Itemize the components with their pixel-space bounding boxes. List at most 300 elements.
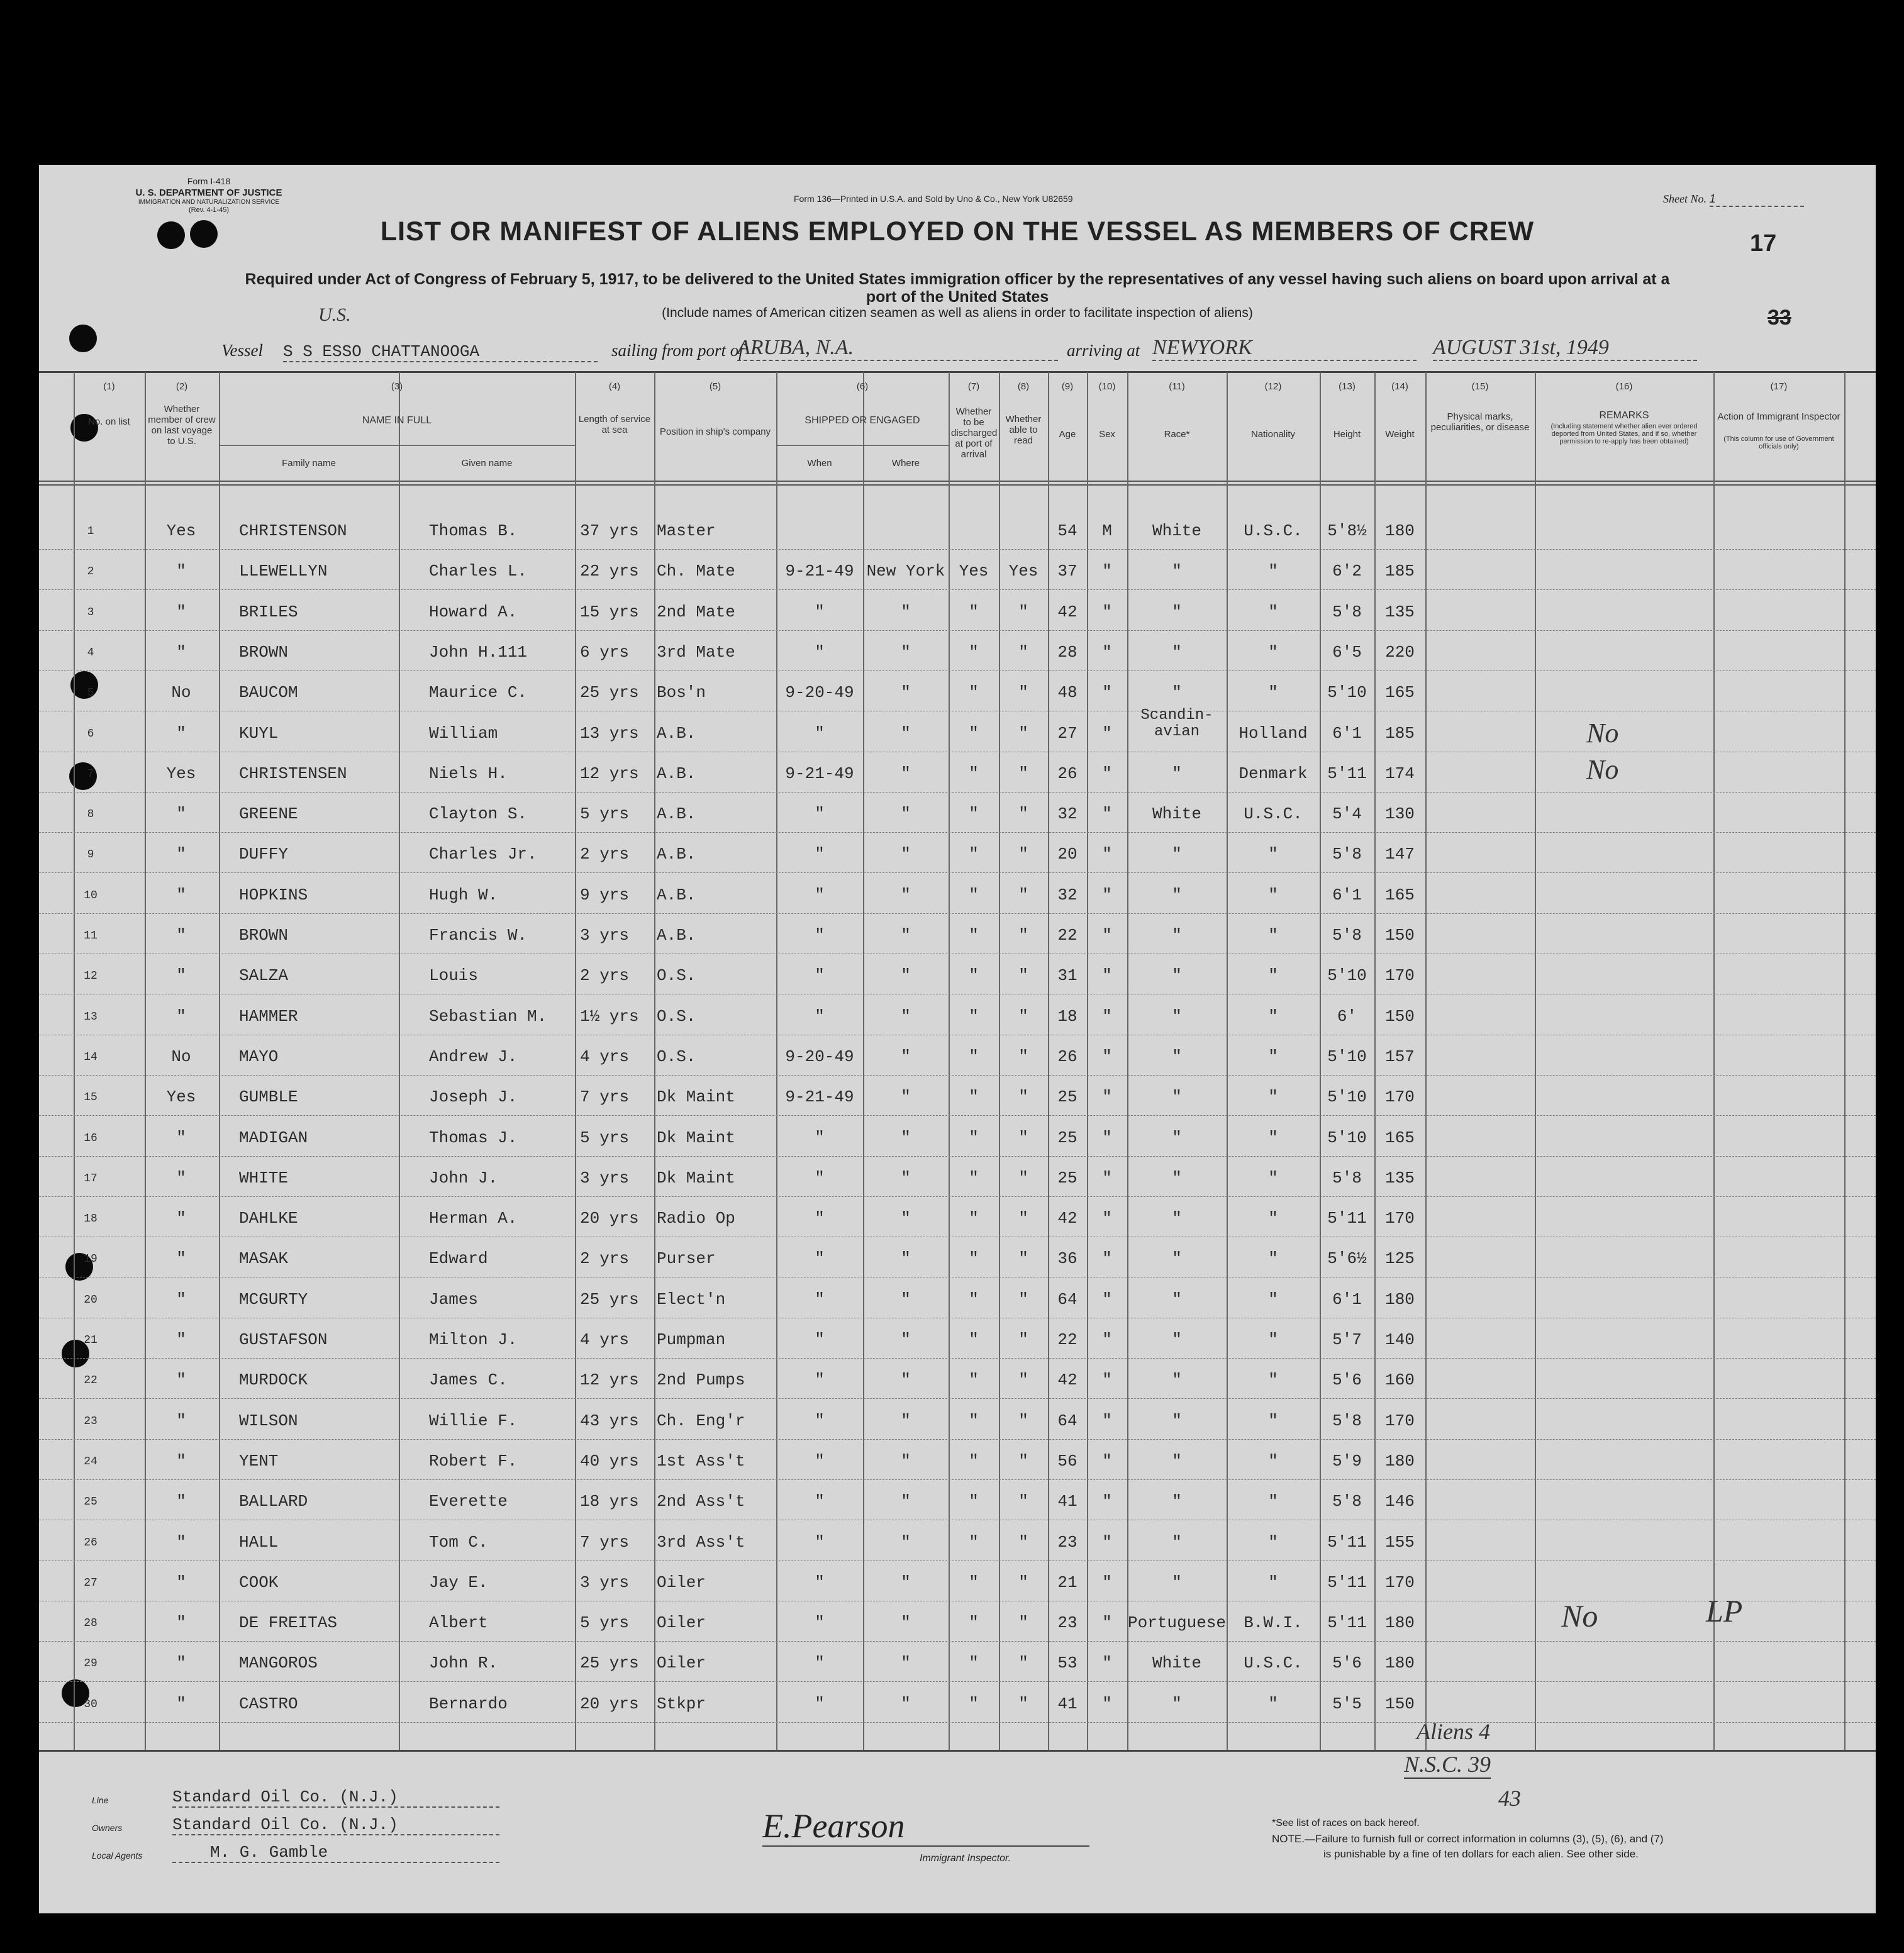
crew-last-voyage: " [176, 1654, 186, 1673]
crew-last-voyage: " [176, 1128, 186, 1147]
age: 32 [1057, 804, 1077, 824]
sex: " [1102, 1088, 1112, 1107]
given-name: Tom C. [429, 1532, 488, 1552]
age: 54 [1057, 521, 1077, 540]
to-be-discharged: " [969, 1654, 979, 1673]
height: 5'10 [1327, 966, 1367, 986]
race: " [1172, 764, 1182, 783]
sex: M [1102, 521, 1112, 540]
family-name: COOK [239, 1572, 279, 1592]
race: Portuguese [1127, 1613, 1227, 1633]
column-number: (2) [175, 381, 188, 392]
given-name: Clayton S. [429, 804, 528, 824]
race: " [1172, 1694, 1182, 1713]
able-to-read: " [1018, 1289, 1028, 1309]
crew-last-voyage: " [176, 1209, 186, 1228]
row-number: 18 [84, 1213, 97, 1226]
crew-last-voyage: " [176, 804, 186, 824]
height: 5'6 [1332, 1371, 1362, 1390]
column-label: Action of Immigrant Inspector [1717, 411, 1840, 422]
service-length: 2 yrs [580, 845, 630, 864]
sheet-number: 1 [1710, 192, 1804, 207]
row-number: 21 [84, 1334, 97, 1347]
weight: 185 [1385, 562, 1415, 581]
height: 5'8 [1332, 845, 1362, 864]
nationality: " [1268, 562, 1278, 581]
position: Ch. Eng'r [657, 1411, 745, 1430]
column-label: No. on list [88, 416, 130, 427]
shipped-when: " [815, 1128, 825, 1147]
column-number: (1) [103, 381, 115, 392]
race: " [1172, 602, 1182, 621]
shipped-where: " [901, 885, 911, 904]
position: A.B. [657, 804, 696, 824]
shipped-when: " [815, 1694, 825, 1713]
given-name: Francis W. [429, 926, 528, 945]
sex: " [1102, 1492, 1112, 1511]
able-to-read: " [1018, 1006, 1028, 1026]
owners-value: Standard Oil Co. (N.J.) [172, 1815, 499, 1835]
row-number: 24 [84, 1455, 97, 1468]
nationality: " [1268, 926, 1278, 945]
crew-last-voyage: " [176, 1289, 186, 1309]
row-number: 4 [87, 646, 94, 659]
nationality: " [1268, 1209, 1278, 1228]
service-length: 2 yrs [580, 1249, 630, 1269]
position: 1st Ass't [657, 1451, 745, 1471]
position: Elect'n [657, 1289, 726, 1309]
height: 5'8 [1332, 1411, 1362, 1430]
sex: " [1102, 1613, 1112, 1633]
nationality: " [1268, 642, 1278, 662]
note-line-1: NOTE.—Failure to furnish full or correct information in columns (3), (5), (6), and (7) [1272, 1833, 1664, 1845]
line-value: Standard Oil Co. (N.J.) [172, 1788, 499, 1808]
service-length: 18 yrs [580, 1492, 639, 1511]
column-label: Position in ship's company [659, 426, 771, 437]
crew-last-voyage: " [176, 723, 186, 743]
printer-line: Form 136—Printed in U.S.A. and Sold by Uno & Co., New York U82659 [794, 194, 1073, 204]
shipped-when: " [815, 1330, 825, 1349]
age: 28 [1057, 642, 1077, 662]
arriving-port: NEWYORK [1152, 336, 1417, 361]
nationality: " [1268, 1694, 1278, 1713]
family-name: MAYO [239, 1047, 279, 1066]
to-be-discharged: " [969, 764, 979, 783]
to-be-discharged: " [969, 1492, 979, 1511]
crew-last-voyage: " [176, 1451, 186, 1471]
to-be-discharged: " [969, 1088, 979, 1107]
given-name: William [429, 723, 498, 743]
shipped-when: " [815, 642, 825, 662]
family-name: CASTRO [239, 1694, 298, 1713]
given-name: John R. [429, 1654, 498, 1673]
weight: 146 [1385, 1492, 1415, 1511]
age: 26 [1057, 764, 1077, 783]
family-name: HAMMER [239, 1006, 298, 1026]
vessel-name: S S ESSO CHATTANOOGA [283, 342, 598, 362]
column-number: (4) [608, 381, 621, 392]
punch-hole [69, 325, 97, 352]
age: 23 [1057, 1532, 1077, 1552]
sex: " [1102, 1168, 1112, 1188]
given-name: Charles Jr. [429, 845, 537, 864]
shipped-where: " [901, 1047, 911, 1066]
shipped-where: " [901, 764, 911, 783]
sex: " [1102, 1289, 1112, 1309]
column-label: Physical marks, peculiarities, or disease [1430, 411, 1530, 433]
position: Bos'n [657, 683, 706, 703]
nationality: Holland [1239, 723, 1308, 743]
column-number: (7) [967, 381, 980, 392]
family-name: KUYL [239, 723, 279, 743]
crew-last-voyage: Yes [166, 521, 196, 540]
service-length: 37 yrs [580, 521, 639, 540]
remark-row-7: No [1586, 754, 1619, 785]
row-rule [39, 1722, 1876, 1723]
row-number: 15 [84, 1091, 97, 1104]
to-be-discharged: " [969, 1289, 979, 1309]
able-to-read: " [1018, 1532, 1028, 1552]
given-name: John J. [429, 1168, 498, 1188]
vessel-label: Vessel [221, 341, 263, 360]
able-to-read: " [1018, 966, 1028, 986]
height: 5'10 [1327, 1047, 1367, 1066]
able-to-read: " [1018, 1209, 1028, 1228]
row-number: 16 [84, 1132, 97, 1145]
column-label: NAME IN FULL [362, 415, 432, 426]
row-number: 7 [87, 767, 94, 781]
to-be-discharged: " [969, 926, 979, 945]
shipped-when: " [815, 845, 825, 864]
able-to-read: " [1018, 1451, 1028, 1471]
shipped-where: " [901, 1330, 911, 1349]
nationality: " [1268, 1249, 1278, 1269]
row-number: 19 [84, 1253, 97, 1266]
to-be-discharged: " [969, 845, 979, 864]
age: 21 [1057, 1572, 1077, 1592]
to-be-discharged: " [969, 966, 979, 986]
position: 2nd Mate [657, 602, 735, 621]
weight: 125 [1385, 1249, 1415, 1269]
nationality: " [1268, 1088, 1278, 1107]
given-name: Bernardo [429, 1694, 508, 1713]
shipped-when: " [815, 1532, 825, 1552]
sex: " [1102, 1371, 1112, 1390]
to-be-discharged: Yes [959, 562, 989, 581]
service-length: 5 yrs [580, 804, 630, 824]
service-length: 13 yrs [580, 723, 639, 743]
able-to-read: " [1018, 845, 1028, 864]
row-number: 22 [84, 1374, 97, 1388]
crew-last-voyage: " [176, 1006, 186, 1026]
weight: 135 [1385, 602, 1415, 621]
row-rule [39, 792, 1876, 793]
family-name: HALL [239, 1532, 279, 1552]
row-number: 11 [84, 930, 97, 942]
to-be-discharged: " [969, 1411, 979, 1430]
nationality: " [1268, 1532, 1278, 1552]
able-to-read: " [1018, 804, 1028, 824]
position: O.S. [657, 1006, 696, 1026]
family-name: DAHLKE [239, 1209, 298, 1228]
weight: 180 [1385, 521, 1415, 540]
column-rule [575, 372, 576, 1750]
race: White [1152, 1654, 1201, 1673]
weight: 130 [1385, 804, 1415, 824]
shipped-when: 9-20-49 [785, 683, 854, 703]
to-be-discharged: " [969, 1572, 979, 1592]
crew-last-voyage: " [176, 845, 186, 864]
service-length: 7 yrs [580, 1532, 630, 1552]
weight: 170 [1385, 1088, 1415, 1107]
row-number: 5 [87, 687, 94, 700]
given-name: Thomas B. [429, 521, 518, 540]
service-length: 2 yrs [580, 966, 630, 986]
row-rule [39, 1398, 1876, 1399]
age: 37 [1057, 562, 1077, 581]
age: 48 [1057, 683, 1077, 703]
family-name: MCGURTY [239, 1289, 308, 1309]
row-number: 3 [87, 606, 94, 619]
row-number: 27 [84, 1576, 97, 1589]
column-label: SHIPPED OR ENGAGED [804, 415, 920, 426]
sex: " [1102, 1451, 1112, 1471]
name-subheader-rule [219, 445, 575, 446]
shipped-when: 9-21-49 [785, 1088, 854, 1107]
position: 2nd Ass't [657, 1492, 745, 1511]
age: 36 [1057, 1249, 1077, 1269]
remark-row-6: No [1586, 718, 1619, 748]
to-be-discharged: " [969, 1532, 979, 1552]
age: 42 [1057, 602, 1077, 621]
service-length: 12 yrs [580, 764, 639, 783]
crew-last-voyage: " [176, 1168, 186, 1188]
to-be-discharged: " [969, 1006, 979, 1026]
race: " [1172, 966, 1182, 986]
row-number: 20 [84, 1293, 97, 1306]
height: 5'10 [1327, 1128, 1367, 1147]
height: 6'5 [1332, 642, 1362, 662]
given-name: Thomas J. [429, 1128, 518, 1147]
row-rule [39, 1439, 1876, 1440]
height: 5'11 [1327, 1572, 1367, 1592]
shipped-subheader-rule [776, 445, 949, 446]
shipped-when: " [815, 1249, 825, 1269]
given-name: James [429, 1289, 479, 1309]
height: 6'1 [1332, 885, 1362, 904]
position: A.B. [657, 723, 696, 743]
column-number: (16) [1615, 381, 1633, 392]
column-rule [1844, 372, 1846, 1750]
when-subheader: When [807, 458, 832, 469]
race: " [1172, 1411, 1182, 1430]
nationality: " [1268, 1289, 1278, 1309]
nationality: " [1268, 966, 1278, 986]
sex: " [1102, 1330, 1112, 1349]
header-bottom-rule [39, 481, 1876, 482]
race: " [1172, 562, 1182, 581]
nationality: " [1268, 1168, 1278, 1188]
vessel-prefix: U.S. [318, 304, 351, 325]
crew-last-voyage: " [176, 562, 186, 581]
shipped-when: " [815, 1168, 825, 1188]
height: 5'10 [1327, 683, 1367, 703]
column-number: (12) [1264, 381, 1282, 392]
weight: 170 [1385, 966, 1415, 986]
requirement-line-1: Required under Act of Congress of February 5, 1917, to be delivered to the United States immigration officer by the representatives of any vessel having such aliens on board upon arrival at a [245, 270, 1670, 288]
row-rule [39, 913, 1876, 914]
column-rule [219, 372, 220, 1750]
inspector-signature: E.Pearson [762, 1806, 1089, 1847]
sailing-label: sailing from port of [611, 341, 743, 360]
weight: 157 [1385, 1047, 1415, 1066]
column-label: Whether member of crew on last voyage to U.S. [148, 404, 216, 447]
able-to-read: " [1018, 1168, 1028, 1188]
nationality: " [1268, 1492, 1278, 1511]
race: " [1172, 1572, 1182, 1592]
sex: " [1102, 1572, 1112, 1592]
given-name: Everette [429, 1492, 508, 1511]
service-length: 4 yrs [580, 1047, 630, 1066]
sex: " [1102, 723, 1112, 743]
column-label: REMARKS [1599, 410, 1649, 421]
given-name: Hugh W. [429, 885, 498, 904]
given-name: Charles L. [429, 562, 528, 581]
able-to-read: " [1018, 1411, 1028, 1430]
column-number: (11) [1169, 381, 1185, 392]
age: 27 [1057, 723, 1077, 743]
age: 22 [1057, 926, 1077, 945]
row-number: 30 [84, 1698, 97, 1711]
position: A.B. [657, 764, 696, 783]
position: Oiler [657, 1654, 706, 1673]
able-to-read: " [1018, 926, 1028, 945]
crew-last-voyage: " [176, 1613, 186, 1633]
given-name: Edward [429, 1249, 488, 1269]
race: " [1172, 1492, 1182, 1511]
column-rule [1425, 372, 1427, 1750]
service-length: 4 yrs [580, 1330, 630, 1349]
service-length: 7 yrs [580, 1088, 630, 1107]
sex: " [1102, 1532, 1112, 1552]
shipped-when: " [815, 885, 825, 904]
family-name: WILSON [239, 1411, 298, 1430]
age: 42 [1057, 1209, 1077, 1228]
family-name: BROWN [239, 926, 289, 945]
row-number: 12 [84, 970, 97, 983]
able-to-read: Yes [1008, 562, 1038, 581]
shipped-when: " [815, 1572, 825, 1592]
age: 20 [1057, 845, 1077, 864]
height: 5'5 [1332, 1694, 1362, 1713]
crew-last-voyage: " [176, 1492, 186, 1511]
row-rule [39, 630, 1876, 631]
agents-value: M. G. Gamble [172, 1843, 499, 1863]
shipped-when: " [815, 1613, 825, 1633]
weight: 140 [1385, 1330, 1415, 1349]
service-length: 12 yrs [580, 1371, 639, 1390]
race: " [1172, 1330, 1182, 1349]
given-name: Louis [429, 966, 479, 986]
crew-last-voyage: " [176, 1572, 186, 1592]
able-to-read: " [1018, 723, 1028, 743]
to-be-discharged: " [969, 804, 979, 824]
sex: " [1102, 1654, 1112, 1673]
family-name: MASAK [239, 1249, 289, 1269]
position: Dk Maint [657, 1168, 735, 1188]
able-to-read: " [1018, 1492, 1028, 1511]
table-top-rule [39, 371, 1876, 373]
given-name: Jay E. [429, 1572, 488, 1592]
requirement-line-3: (Include names of American citizen seamen as well as aliens in order to facilitate inspection of aliens) [662, 306, 1253, 320]
column-number: (15) [1471, 381, 1489, 392]
height: 5'7 [1332, 1330, 1362, 1349]
shipped-when: 9-20-49 [785, 1047, 854, 1066]
shipped-where: " [901, 1572, 911, 1592]
position: Dk Maint [657, 1128, 735, 1147]
family-name: BALLARD [239, 1492, 308, 1511]
row-rule [39, 589, 1876, 590]
position: O.S. [657, 1047, 696, 1066]
revision: (Rev. 4-1-45) [189, 206, 229, 214]
position: 3rd Ass't [657, 1532, 745, 1552]
row-rule [39, 872, 1876, 873]
shipped-where: " [901, 1411, 911, 1430]
weight: 180 [1385, 1451, 1415, 1471]
height: 5'8 [1332, 602, 1362, 621]
column-number: (6) [856, 381, 869, 392]
height: 5'4 [1332, 804, 1362, 824]
column-label: Whether able to read [1005, 414, 1042, 446]
row-rule [39, 1075, 1876, 1076]
nationality: " [1268, 885, 1278, 904]
sex: " [1102, 885, 1112, 904]
given-name: Howard A. [429, 602, 518, 621]
crew-last-voyage: No [171, 1047, 191, 1066]
column-number: (17) [1770, 381, 1788, 392]
header-bottom-rule-2 [39, 484, 1876, 486]
weight: 180 [1385, 1654, 1415, 1673]
shipped-when: " [815, 602, 825, 621]
given-name: Niels H. [429, 764, 508, 783]
row-number: 23 [84, 1415, 97, 1428]
weight: 150 [1385, 1694, 1415, 1713]
age: 26 [1057, 1047, 1077, 1066]
shipped-when: " [815, 1289, 825, 1309]
height: 5'11 [1327, 1532, 1367, 1552]
shipped-where: " [901, 1088, 911, 1107]
weight: 170 [1385, 1572, 1415, 1592]
age: 42 [1057, 1371, 1077, 1390]
family-name: SALZA [239, 966, 289, 986]
weight: 155 [1385, 1532, 1415, 1552]
race: White [1152, 804, 1201, 824]
weight: 165 [1385, 885, 1415, 904]
shipped-where: " [901, 1694, 911, 1713]
row-number: 25 [84, 1496, 97, 1509]
sex: " [1102, 926, 1112, 945]
family-name: GUSTAFSON [239, 1330, 328, 1349]
weight: 165 [1385, 1128, 1415, 1147]
sex: " [1102, 845, 1112, 864]
family-name: HOPKINS [239, 885, 308, 904]
race: " [1172, 926, 1182, 945]
to-be-discharged: " [969, 642, 979, 662]
sailing-port: ARUBA, N.A. [737, 336, 1058, 361]
sex: " [1102, 602, 1112, 621]
nationality: Denmark [1239, 764, 1308, 783]
service-length: 15 yrs [580, 602, 639, 621]
